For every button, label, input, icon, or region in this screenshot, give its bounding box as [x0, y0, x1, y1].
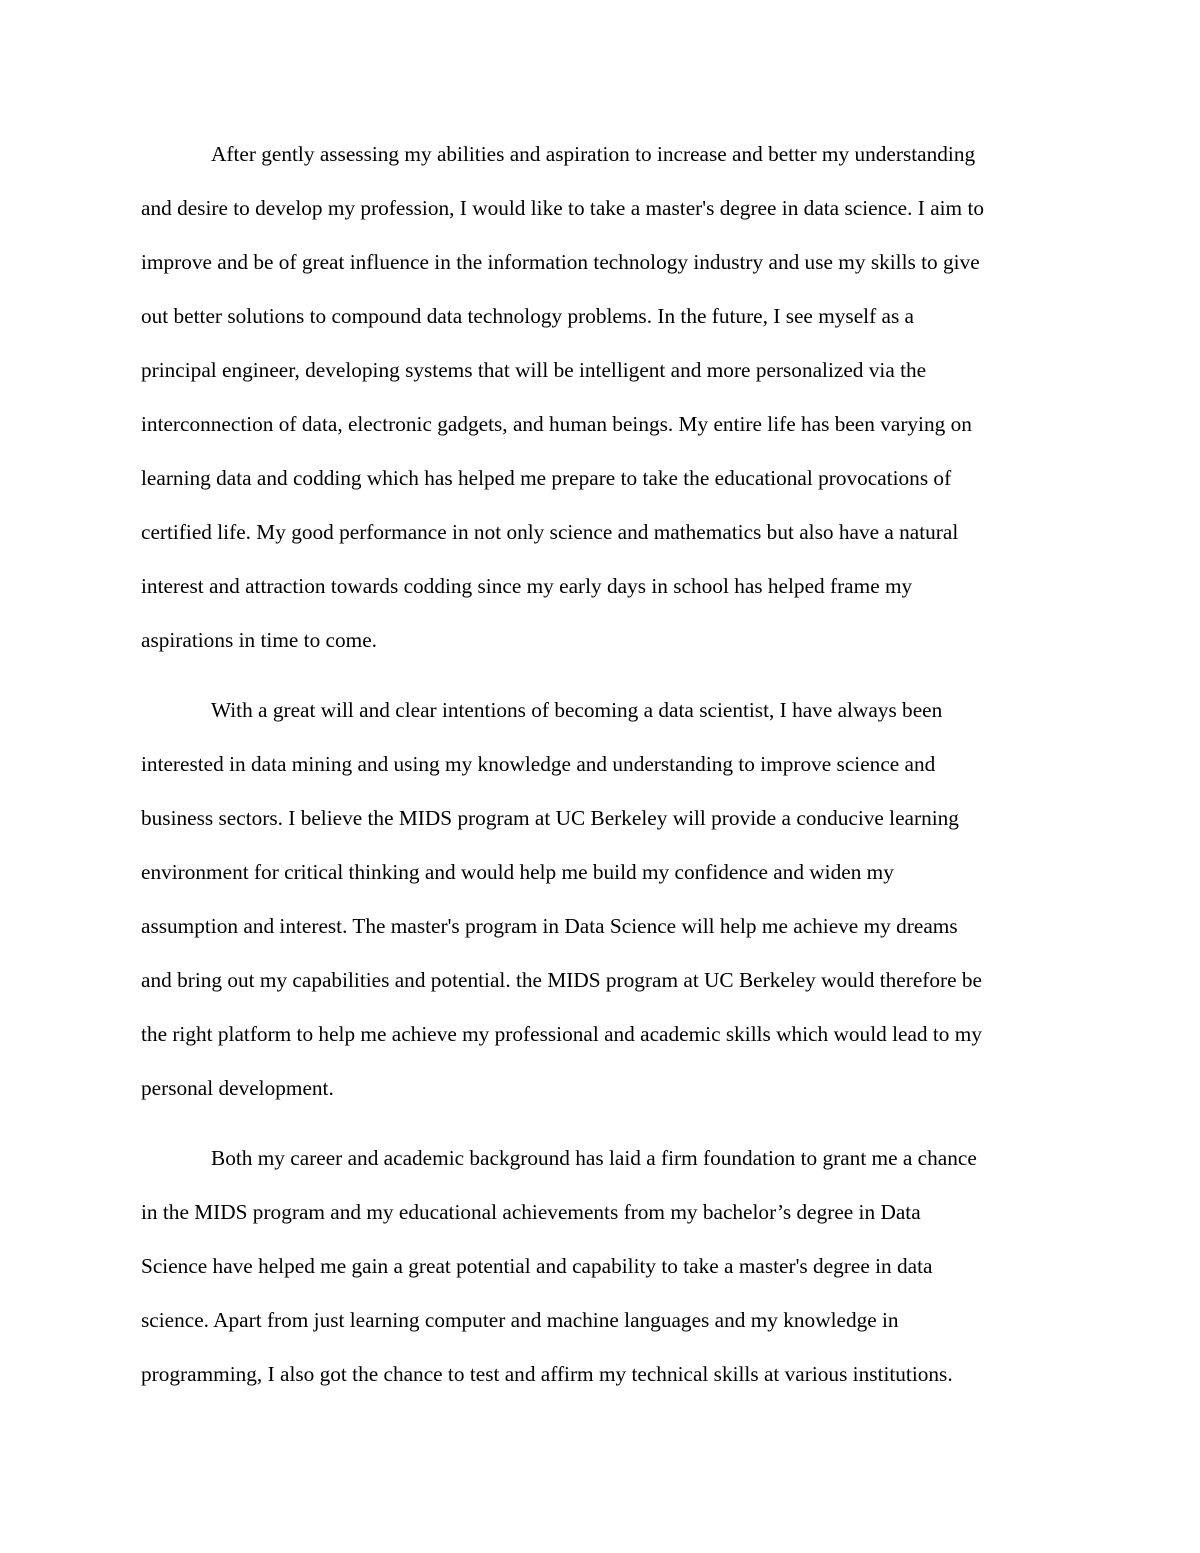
paragraph-line: out better solutions to compound data technology problems. In the future, I see myself as a [141, 304, 915, 328]
paragraph-line: environment for critical thinking and would help me build my confidence and widen my [141, 860, 894, 884]
paragraph-line: aspirations in time to come. [141, 628, 377, 652]
paragraph-line: certified life. My good performance in not only science and mathematics but also have a natural [141, 520, 959, 544]
paragraph-line: interconnection of data, electronic gadgets, and human beings. My entire life has been varying on [141, 412, 972, 436]
paragraph-line: learning data and codding which has helped me prepare to take the educational provocations of [141, 466, 952, 490]
paragraph-line: and bring out my capabilities and potential. the MIDS program at UC Berkeley would therefore be [141, 968, 982, 992]
paragraph-line: programming, I also got the chance to test and affirm my technical skills at various institutions. [141, 1362, 953, 1386]
paragraph-line: business sectors. I believe the MIDS program at UC Berkeley will provide a conducive learning [141, 806, 959, 830]
paragraph-line: interest and attraction towards codding since my early days in school has helped frame my [141, 574, 913, 598]
paragraph-line: in the MIDS program and my educational achievements from my bachelor’s degree in Data [141, 1200, 921, 1224]
paragraph-line: After gently assessing my abilities and aspiration to increase and better my understanding [211, 142, 976, 166]
paragraph-line: assumption and interest. The master's program in Data Science will help me achieve my dreams [141, 914, 958, 938]
paragraph-line: Both my career and academic background has laid a firm foundation to grant me a chance [211, 1146, 977, 1170]
paragraph-line: principal engineer, developing systems that will be intelligent and more personalized via the [141, 358, 927, 382]
paragraph-line: With a great will and clear intentions of becoming a data scientist, I have always been [211, 698, 943, 722]
paragraph-line: improve and be of great influence in the information technology industry and use my skills to give [141, 250, 980, 274]
paragraph-line: the right platform to help me achieve my professional and academic skills which would lead to my [141, 1022, 982, 1046]
paragraph-line: and desire to develop my profession, I would like to take a master's degree in data science. I aim to [141, 196, 985, 220]
paragraph-line: personal development. [141, 1076, 334, 1100]
paragraph-line: interested in data mining and using my knowledge and understanding to improve science and [141, 752, 936, 776]
paragraph-line: science. Apart from just learning computer and machine languages and my knowledge in [141, 1308, 899, 1332]
paragraph-line: Science have helped me gain a great potential and capability to take a master's degree in data [141, 1254, 933, 1278]
